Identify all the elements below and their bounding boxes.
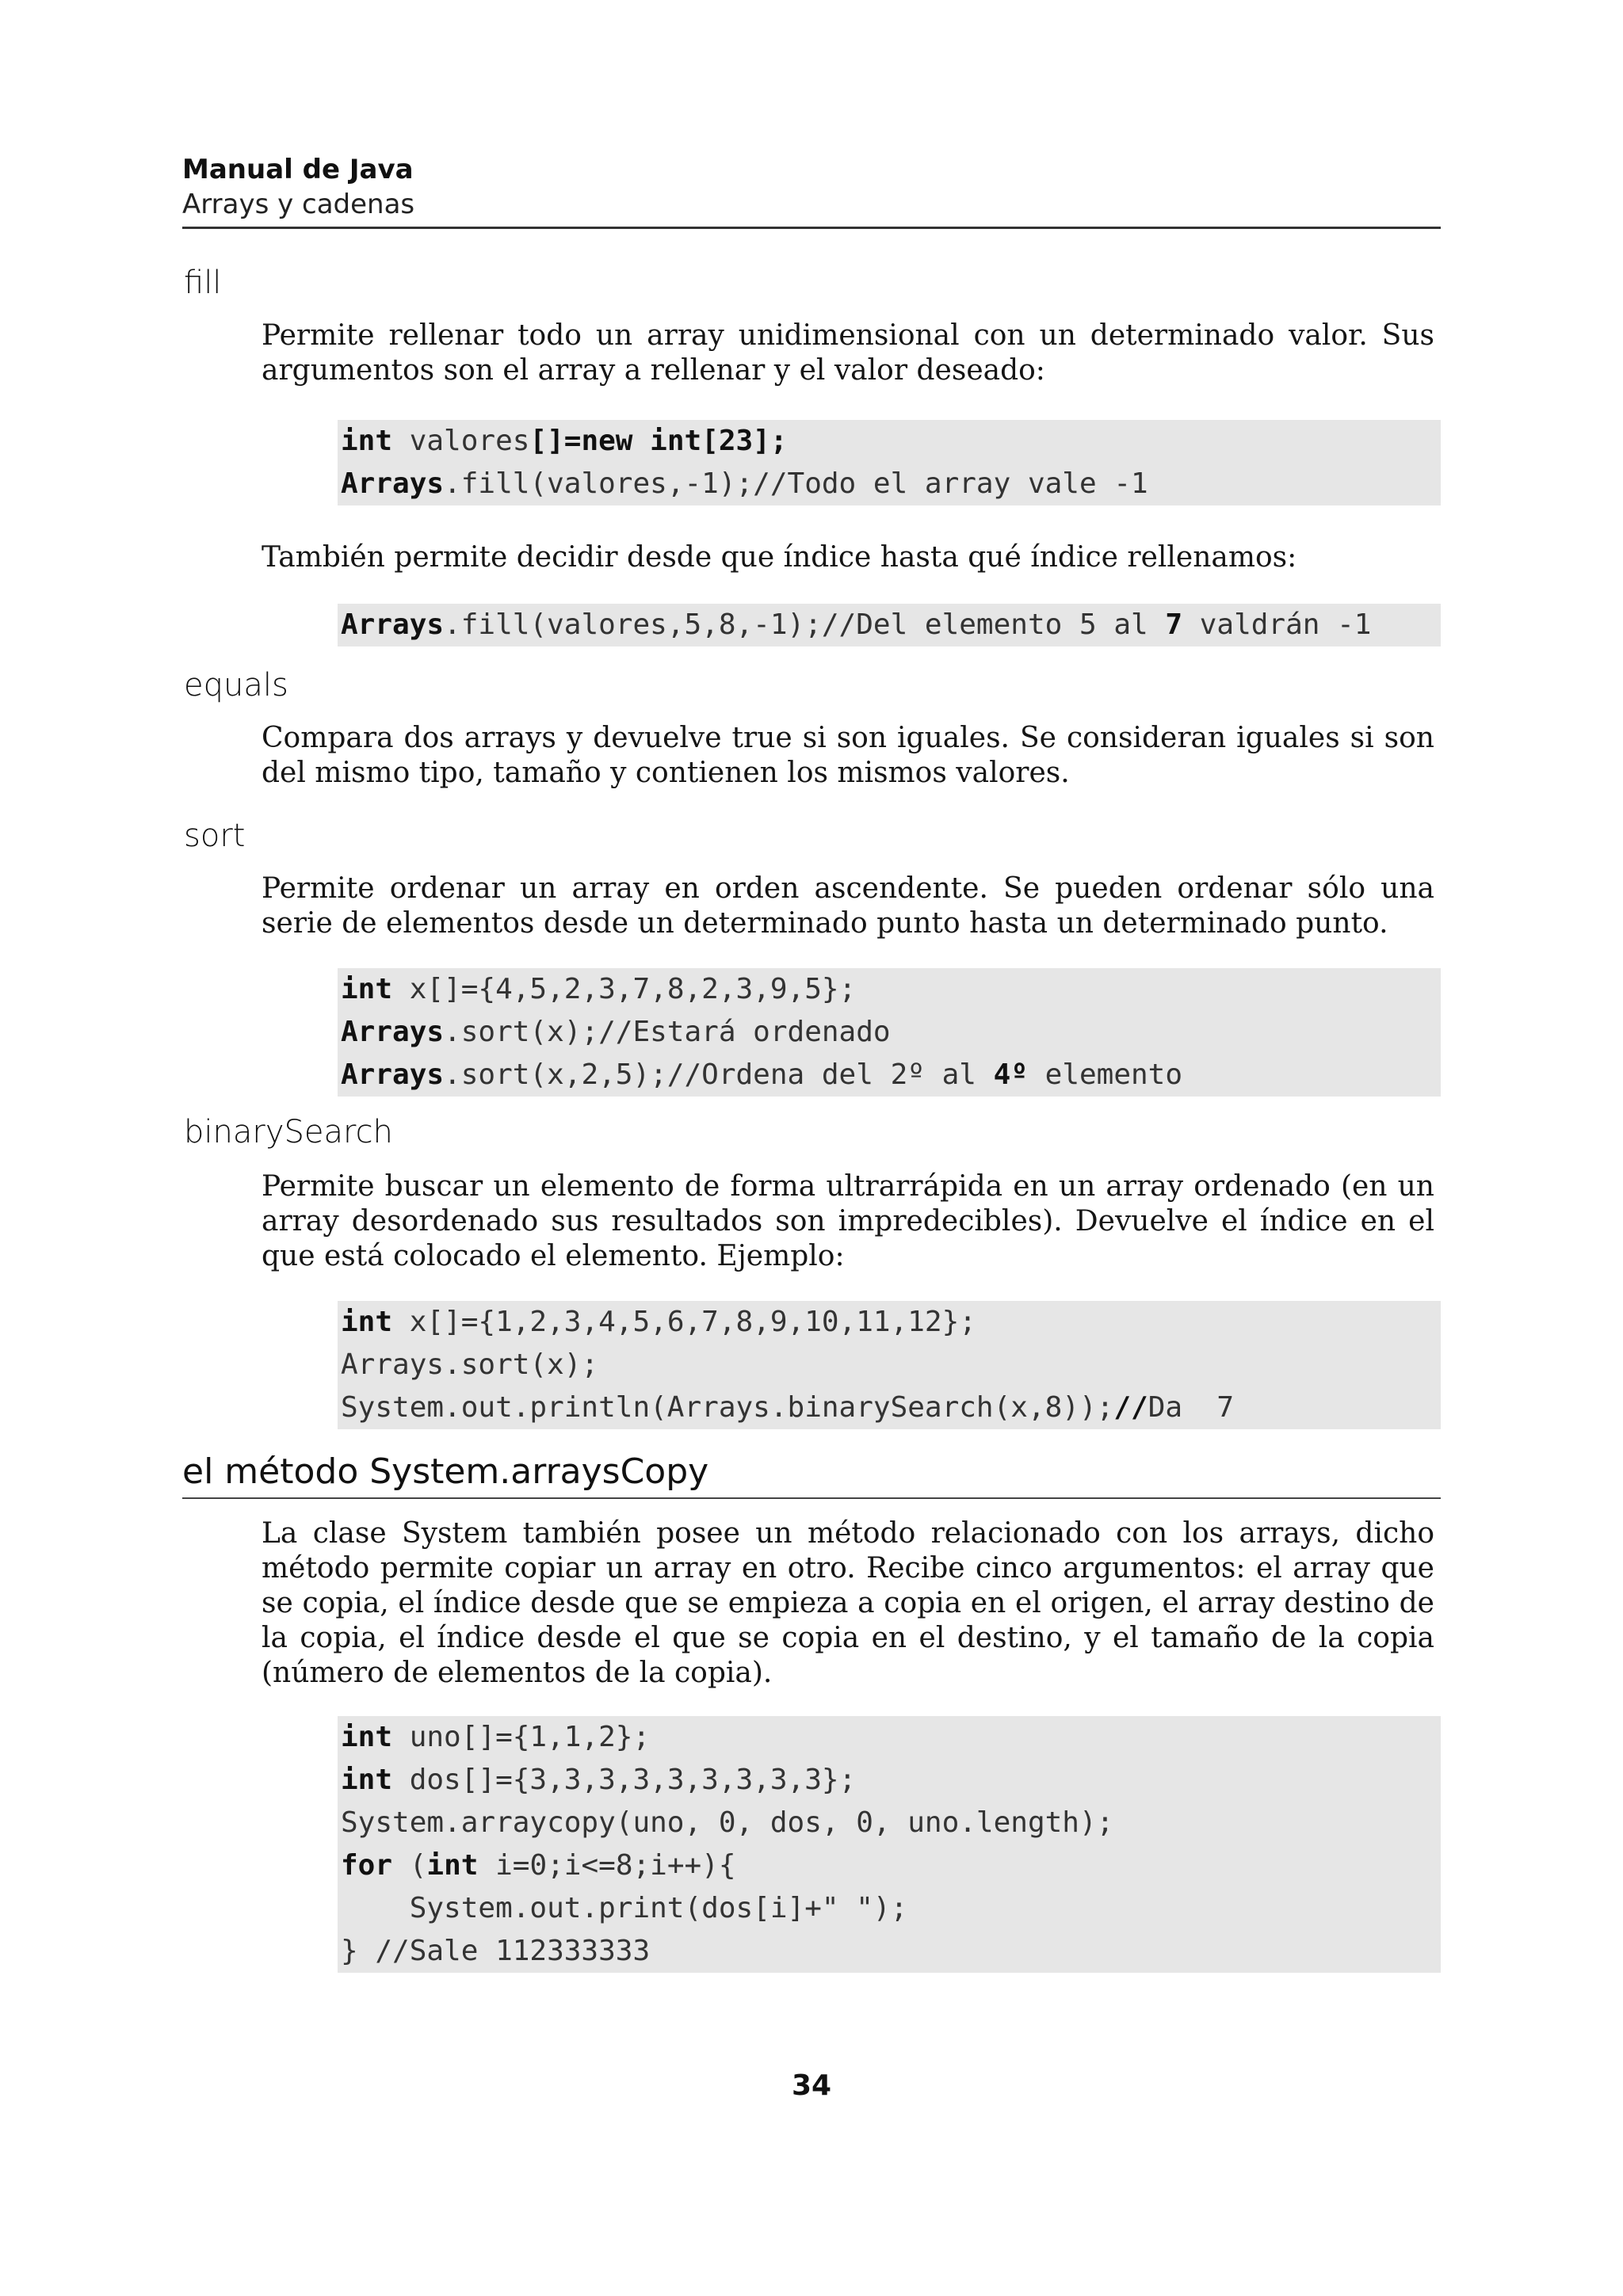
code-text: .fill(valores,5,8,-1);//Del elemento 5 al	[444, 608, 1166, 641]
header-subtitle: Arrays y cadenas	[182, 189, 415, 220]
code-block-fill	[338, 420, 1441, 505]
section-label-sort: sort	[184, 818, 246, 854]
code-text: System.arraycopy(uno, 0, dos, 0, uno.length);	[341, 1806, 1114, 1839]
code-keyword: int	[341, 973, 393, 1005]
header-rule	[182, 227, 1441, 229]
code-keyword: int	[341, 425, 393, 457]
code-keyword: int	[341, 1721, 393, 1753]
code-keyword: []=new int[23];	[529, 425, 788, 457]
code-text: valdrán -1	[1182, 608, 1372, 641]
code-text: valores	[392, 425, 530, 457]
code-text: x[]={1,2,3,4,5,6,7,8,9,10,11,12};	[392, 1306, 976, 1338]
code-keyword: int	[426, 1849, 479, 1882]
code-line	[341, 604, 1441, 646]
code-keyword: Arrays	[341, 1058, 445, 1091]
code-text: System.out.println(Arrays.binarySearch(x,8));	[341, 1391, 1114, 1424]
code-line	[341, 1054, 1441, 1097]
code-text: .sort(x);//Estará ordenado	[444, 1016, 891, 1048]
sort-description: Permite ordenar un array en orden ascendente. Se pueden ordenar sólo una serie de elementos desde un determinado punto hasta un determinado punto.	[262, 872, 1434, 940]
code-keyword: Arrays	[341, 608, 445, 641]
code-keyword: int	[341, 1306, 393, 1338]
code-line	[341, 1011, 1441, 1054]
equals-description: Compara dos arrays y devuelve true si son iguales. Se consideran iguales si son del mismo tipo, tamaño y contienen los mismos valores.	[262, 722, 1434, 789]
code-text: Arrays.sort(x);	[341, 1348, 599, 1381]
code-text: uno[]={1,1,2};	[392, 1721, 651, 1753]
code-line	[341, 1802, 1441, 1844]
code-line	[341, 968, 1441, 1011]
running-header	[182, 152, 1441, 222]
code-text: i=0;i<=8;i++){	[478, 1849, 736, 1882]
heading-rule	[182, 1497, 1441, 1499]
code-text: dos[]={3,3,3,3,3,3,3,3,3};	[392, 1764, 857, 1796]
code-line	[341, 1344, 1441, 1386]
code-line	[341, 1301, 1441, 1344]
code-block-arraycopy	[338, 1716, 1441, 1973]
code-block-binarysearch	[338, 1301, 1441, 1429]
section-heading-arraycopy: el método System.arraysCopy	[182, 1451, 709, 1492]
code-keyword: //	[1113, 1391, 1148, 1424]
code-keyword: Arrays	[341, 1016, 445, 1048]
code-line	[341, 1716, 1441, 1759]
code-text: Da 7	[1148, 1391, 1235, 1424]
code-line	[341, 420, 1441, 463]
code-text: (	[392, 1849, 427, 1882]
code-line	[341, 1930, 1441, 1973]
fill-range-description: También permite decidir desde que índice hasta qué índice rellenamos:	[262, 541, 1297, 574]
code-line	[341, 1759, 1441, 1802]
section-label-fill: fill	[184, 265, 222, 301]
code-keyword: 7	[1165, 608, 1183, 641]
code-text: System.out.print(dos[i]+" ");	[341, 1892, 908, 1924]
code-block-sort	[338, 968, 1441, 1097]
code-line	[341, 463, 1441, 505]
code-line	[341, 1887, 1441, 1930]
arraycopy-description: La clase System también posee un método relacionado con los arrays, dicho método permite copiar un array en otro. Recibe cinco argumentos: el array que se copia, el índice desde que se empieza a copia en el origen, el array destino de la copia, el índice desde el que se copia en el destino, y el tamaño de la copia (número de elementos de la copia).	[262, 1517, 1434, 1689]
code-block-fill-range	[338, 604, 1441, 646]
code-keyword: Arrays	[341, 467, 445, 500]
code-text: x[]={4,5,2,3,7,8,2,3,9,5};	[392, 973, 857, 1005]
section-label-binarysearch: binarySearch	[184, 1114, 393, 1150]
code-keyword: int	[341, 1764, 393, 1796]
page-number: 34	[791, 2069, 832, 2102]
code-keyword: for	[341, 1849, 393, 1882]
code-line	[341, 1844, 1441, 1887]
section-label-equals: equals	[184, 667, 288, 704]
code-line	[341, 1386, 1441, 1429]
header-title: Manual de Java	[182, 154, 414, 185]
code-text: .fill(valores,-1);//Todo el array vale -1	[444, 467, 1148, 500]
code-text: } //Sale 112333333	[341, 1935, 651, 1967]
code-text: elemento	[1027, 1058, 1183, 1091]
fill-description: Permite rellenar todo un array unidimensional con un determinado valor. Sus argumentos son el array a rellenar y el valor deseado:	[262, 319, 1434, 387]
binarysearch-description: Permite buscar un elemento de forma ultrarrápida en un array ordenado (en un array desordenado sus resultados son impredecibles). Devuelve el índice en el que está colocado el elemento. Ejemplo:	[262, 1170, 1434, 1272]
code-text: .sort(x,2,5);//Ordena del 2º al	[444, 1058, 994, 1091]
code-keyword: 4º	[993, 1058, 1028, 1091]
